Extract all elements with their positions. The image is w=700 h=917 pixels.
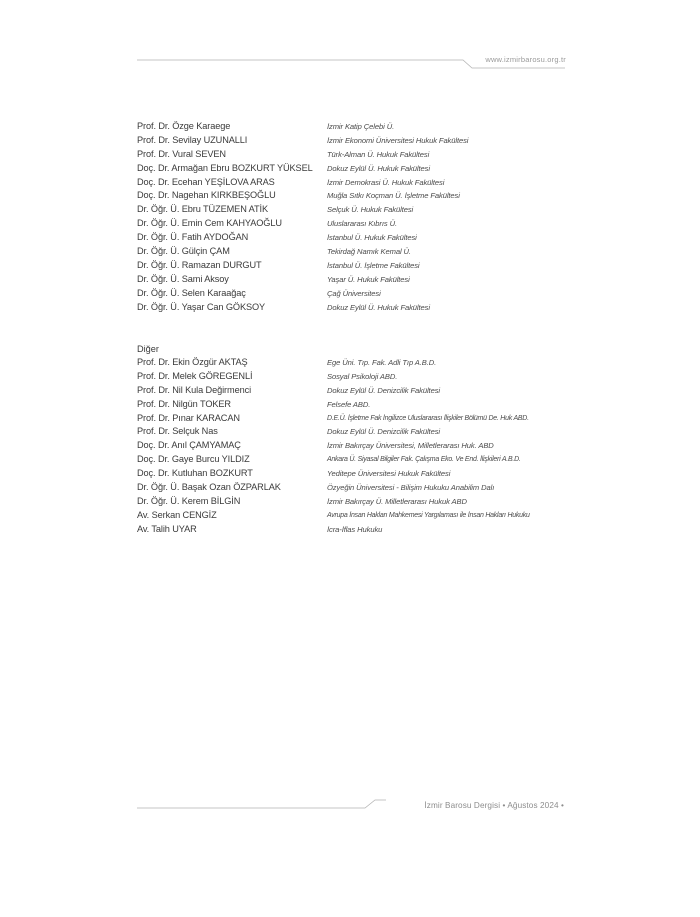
- list-item: [137, 412, 567, 426]
- person-name: Dr. Öğr. Ü. Gülçin ÇAM: [137, 246, 230, 257]
- person-name: Doç. Dr. Anıl ÇAMYAMAÇ: [137, 440, 241, 451]
- list-item: [137, 523, 567, 537]
- list-item: [137, 370, 567, 384]
- institution-name: Özyeğin Üniversitesi - Bilişim Hukuku Anabilim Dalı: [327, 483, 495, 493]
- person-name: Prof. Dr. Özge Karaege: [137, 121, 231, 131]
- list-item: [137, 231, 567, 245]
- list-item: [137, 203, 567, 217]
- institution-name: Uluslararası Kıbrıs Ü.: [327, 219, 397, 229]
- institution-name: İzmir Bakırçay Üniversitesi, Milletlerarası Huk. ABD: [327, 441, 494, 451]
- institution-name: Yaşar Ü. Hukuk Fakültesi: [327, 274, 410, 284]
- list-item: [137, 287, 567, 301]
- person-name: Prof. Dr. Pınar KARACAN: [137, 412, 240, 423]
- institution-name: Türk-Alman Ü. Hukuk Fakültesi: [327, 149, 430, 159]
- institution-name: Dokuz Eylül Ü. Hukuk Fakültesi: [327, 163, 430, 173]
- person-name: Dr. Öğr. Ü. Sami Aksoy: [137, 273, 229, 284]
- list-item: [137, 356, 567, 370]
- person-name: Dr. Öğr. Ü. Emin Cem KAHYAOĞLU: [137, 218, 282, 229]
- institution-name: Ankara Ü. Siyasal Bilgiler Fak. Çalışma Eko. Ve End. İlişkileri A.B.D.: [327, 456, 521, 464]
- person-name: Prof. Dr. Nil Kula Değirmenci: [137, 384, 252, 395]
- list-item: [137, 384, 567, 398]
- person-name: Dr. Öğr. Ü. Fatih AYDOĞAN: [137, 232, 249, 243]
- institution-name: İzmir Bakırçay Ü. Milletlerarası Hukuk ABD: [327, 496, 467, 506]
- person-name: Av. Serkan CENGİZ: [137, 509, 217, 520]
- institution-name: İstanbul Ü. İşletme Fakültesi: [327, 260, 420, 270]
- list-item: [137, 495, 567, 509]
- institution-name: Dokuz Eylül Ü. Denizcilik Fakültesi: [327, 427, 440, 437]
- person-name: Doç. Dr. Ecehan YEŞİLOVA ARAS: [137, 176, 275, 187]
- person-name: Prof. Dr. Selçuk Nas: [137, 426, 218, 437]
- footer-rule: [137, 800, 386, 808]
- reviewer-list-other: [137, 342, 567, 537]
- institution-name: Sosyal Psikoloji ABD.: [327, 371, 398, 381]
- list-item: [137, 148, 567, 162]
- list-item: [137, 301, 567, 315]
- institution-name: Muğla Sıtkı Koçman Ü. İşletme Fakültesi: [327, 191, 460, 201]
- list-item: [137, 453, 567, 467]
- institution-name: İzmir Ekonomi Üniversitesi Hukuk Fakültesi: [327, 135, 469, 145]
- list-item: [137, 120, 567, 134]
- institution-name: İzmir Demokrasi Ü. Hukuk Fakültesi: [327, 177, 445, 187]
- person-name: Dr. Öğr. Ü. Başak Ozan ÖZPARLAK: [137, 482, 281, 493]
- list-item: [137, 176, 567, 190]
- list-item: [137, 398, 567, 412]
- person-name: Prof. Dr. Melek GÖREGENLİ: [137, 370, 253, 381]
- list-item: [137, 162, 567, 176]
- person-name: Dr. Öğr. Ü. Ebru TÜZEMEN ATİK: [137, 204, 269, 215]
- person-name: Av. Talih UYAR: [137, 523, 197, 534]
- person-name: Doç. Dr. Nagehan KIRKBEŞOĞLU: [137, 190, 276, 201]
- institution-name: Selçuk Ü. Hukuk Fakültesi: [327, 205, 414, 215]
- person-name: Doç. Dr. Gaye Burcu YILDIZ: [137, 454, 250, 465]
- institution-name: İzmir Katip Çelebi Ü.: [327, 122, 395, 131]
- list-item: [137, 273, 567, 287]
- institution-name: Avrupa İnsan Hakları Mahkemesi Yargılaması ile İnsan Hakları Hukuku: [327, 511, 530, 519]
- person-name: Prof. Dr. Nilgün TOKER: [137, 398, 231, 409]
- list-item: [137, 134, 567, 148]
- institution-name: İstanbul Ü. Hukuk Fakültesi: [327, 233, 417, 243]
- person-name: Dr. Öğr. Ü. Kerem BİLGİN: [137, 495, 241, 506]
- list-item: [137, 481, 567, 495]
- institution-name: Yeditepe Üniversitesi Hukuk Fakültesi: [327, 469, 451, 479]
- list-item: [137, 217, 567, 231]
- institution-name: İcra-İflas Hukuku: [327, 524, 383, 534]
- list-item: [137, 425, 567, 439]
- list-item: [137, 467, 567, 481]
- header-website-url: www.izmirbarosu.org.tr: [485, 55, 566, 64]
- person-name: Dr. Öğr. Ü. Selen Karaağaç: [137, 287, 246, 298]
- list-item: [137, 245, 567, 259]
- person-name: Doç. Dr. Armağan Ebru BOZKURT YÜKSEL: [137, 162, 313, 173]
- institution-name: Dokuz Eylül Ü. Hukuk Fakültesi: [327, 302, 430, 312]
- reviewer-list-main: [137, 120, 567, 314]
- person-name: Prof. Dr. Ekin Özgür AKTAŞ: [137, 357, 248, 367]
- institution-name: Ege Üni. Tıp. Fak. Adli Tıp A.B.D.: [327, 358, 437, 367]
- institution-name: Dokuz Eylül Ü. Denizcilik Fakültesi: [327, 385, 440, 395]
- person-name: Prof. Dr. Vural SEVEN: [137, 148, 226, 159]
- institution-name: D.E.Ü. İşletme Fak İngilizce Uluslararası İlişkiler Bölümü De. Huk ABD.: [327, 414, 529, 422]
- institution-name: Felsefe ABD.: [327, 399, 371, 409]
- footer-journal-issue: İzmir Barosu Dergisi • Ağustos 2024 •: [424, 801, 564, 810]
- list-item: [137, 259, 567, 273]
- person-name: Dr. Öğr. Ü. Yaşar Can GÖKSOY: [137, 301, 266, 312]
- institution-name: Çağ Üniversitesi: [327, 288, 381, 298]
- person-name: Dr. Öğr. Ü. Ramazan DURGUT: [137, 259, 262, 270]
- list-item: [137, 509, 567, 523]
- person-name: Prof. Dr. Sevilay UZUNALLI: [137, 134, 248, 145]
- institution-name: Tekirdağ Namık Kemal Ü.: [327, 247, 411, 257]
- person-name: Doç. Dr. Kutluhan BOZKURT: [137, 468, 253, 479]
- list-item: [137, 189, 567, 203]
- list-item: [137, 439, 567, 453]
- section-title: Diğer: [137, 344, 159, 354]
